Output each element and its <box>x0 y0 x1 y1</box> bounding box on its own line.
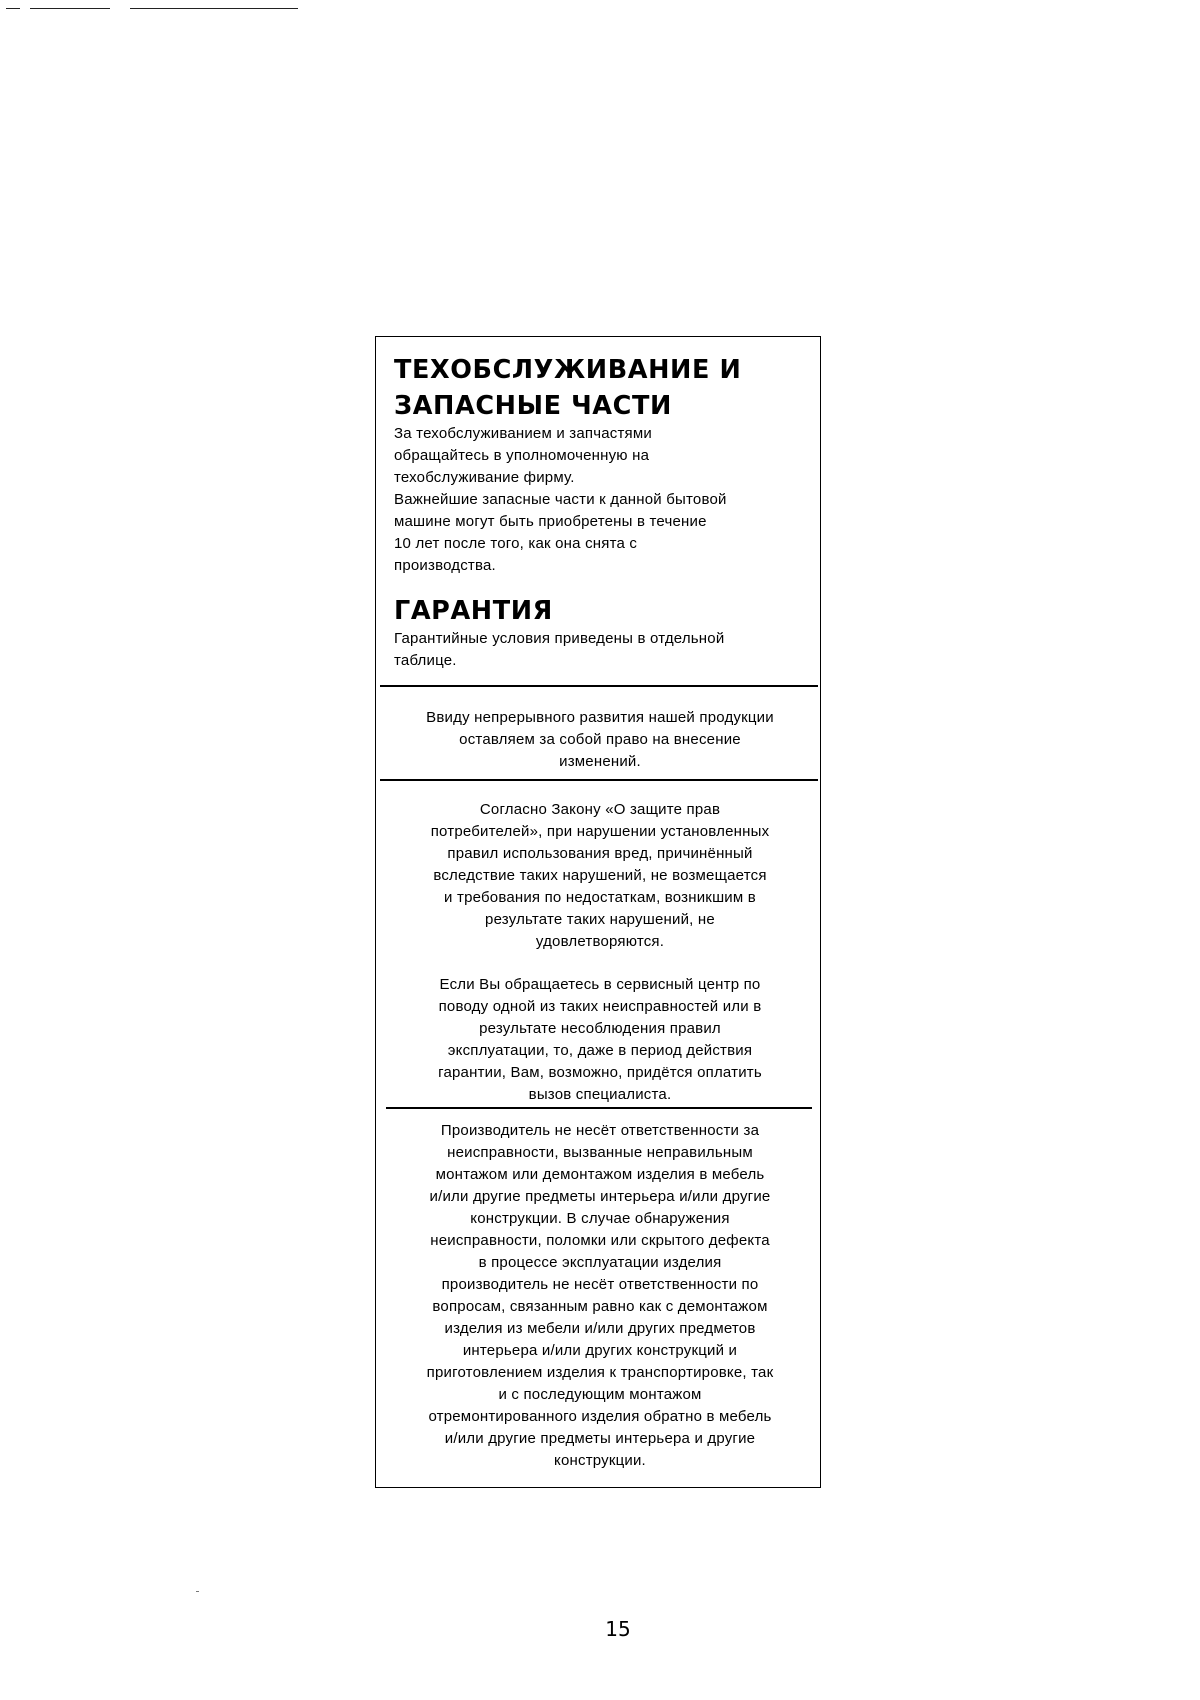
text-line: конструкции. <box>554 1452 646 1469</box>
text-line: гарантии, Вам, возможно, придётся оплатить <box>438 1064 762 1081</box>
page-number: 15 <box>605 1617 631 1641</box>
text-line: интерьера и/или других конструкций и <box>462 1342 738 1359</box>
text-line: поводу одной из таких неисправностей или в <box>438 998 762 1015</box>
divider <box>380 685 818 687</box>
text-line: в процессе эксплуатации изделия <box>478 1254 722 1271</box>
text-line: неисправности, поломки или скрытого дефекта <box>430 1232 770 1249</box>
text-line: монтажом или демонтажом изделия в мебель <box>435 1166 765 1183</box>
text-line: отремонтированного изделия обратно в мебель <box>428 1408 772 1425</box>
divider <box>386 1107 812 1109</box>
text-line: результате несоблюдения правил <box>479 1020 721 1037</box>
text-line: производства. <box>394 557 496 574</box>
text-line: машине могут быть приобретены в течение <box>394 513 707 530</box>
text-line: приготовлением изделия к транспортировке, так <box>426 1364 774 1381</box>
service-call-notice <box>380 974 820 1106</box>
text-line: изменений. <box>559 753 641 770</box>
text-line: и/или другие предметы интерьера и другие <box>444 1430 756 1447</box>
text-line: Если Вы обращаетесь в сервисный центр по <box>439 976 761 993</box>
scan-artifact-line <box>30 8 110 9</box>
text-line: результате таких нарушений, не <box>485 911 715 928</box>
text-line: производитель не несёт ответственности по <box>441 1276 759 1293</box>
text-line: изделия из мебели и/или других предметов <box>444 1320 756 1337</box>
text-line: За техобслуживанием и запчастями <box>394 425 652 442</box>
text-line: Согласно Закону «О защите прав <box>479 801 721 818</box>
scan-artifact-line <box>6 8 20 9</box>
text-line: правил использования вред, причинённый <box>447 845 753 862</box>
divider <box>380 779 818 781</box>
text-line: и/или другие предметы интерьера и/или другие <box>429 1188 771 1205</box>
scan-artifact-speck <box>196 1591 199 1592</box>
scan-artifact-line <box>130 8 298 9</box>
service-heading-line2: ЗАПАСНЫЕ ЧАСТИ <box>394 391 672 421</box>
liability-notice <box>380 1120 820 1472</box>
text-line: Важнейшие запасные части к данной бытовой <box>394 491 727 508</box>
consumer-law-notice <box>380 799 820 953</box>
text-line: техобслуживание фирму. <box>394 469 575 486</box>
text-line: эксплуатации, то, даже в период действия <box>447 1042 753 1059</box>
text-line: вопросам, связанным равно как с демонтажом <box>432 1298 768 1315</box>
warranty-heading: ГАРАНТИЯ <box>394 596 553 626</box>
text-line: таблице. <box>394 652 457 669</box>
info-panel <box>375 336 821 1488</box>
text-line: Ввиду непрерывного развития нашей продукции <box>426 709 774 726</box>
text-line: вследствие таких нарушений, не возмещается <box>433 867 767 884</box>
text-line: 10 лет после того, как она снята с <box>394 535 638 552</box>
service-paragraph <box>394 423 727 577</box>
text-line: обращайтесь в уполномоченную на <box>394 447 650 464</box>
changes-notice <box>380 707 820 773</box>
text-line: Производитель не несёт ответственности за <box>440 1122 760 1139</box>
text-line: и с последующим монтажом <box>498 1386 702 1403</box>
service-heading-line1: ТЕХОБСЛУЖИВАНИЕ И <box>394 355 742 385</box>
text-line: вызов специалиста. <box>528 1086 672 1103</box>
warranty-paragraph <box>394 628 724 672</box>
text-line: неисправности, вызванные неправильным <box>447 1144 753 1161</box>
text-line: удовлетворяются. <box>535 933 665 950</box>
text-line: потребителей», при нарушении установленных <box>430 823 770 840</box>
text-line: оставляем за собой право на внесение <box>459 731 741 748</box>
text-line: конструкции. В случае обнаружения <box>470 1210 730 1227</box>
text-line: Гарантийные условия приведены в отдельной <box>394 630 725 647</box>
text-line: и требования по недостаткам, возникшим в <box>444 889 756 906</box>
